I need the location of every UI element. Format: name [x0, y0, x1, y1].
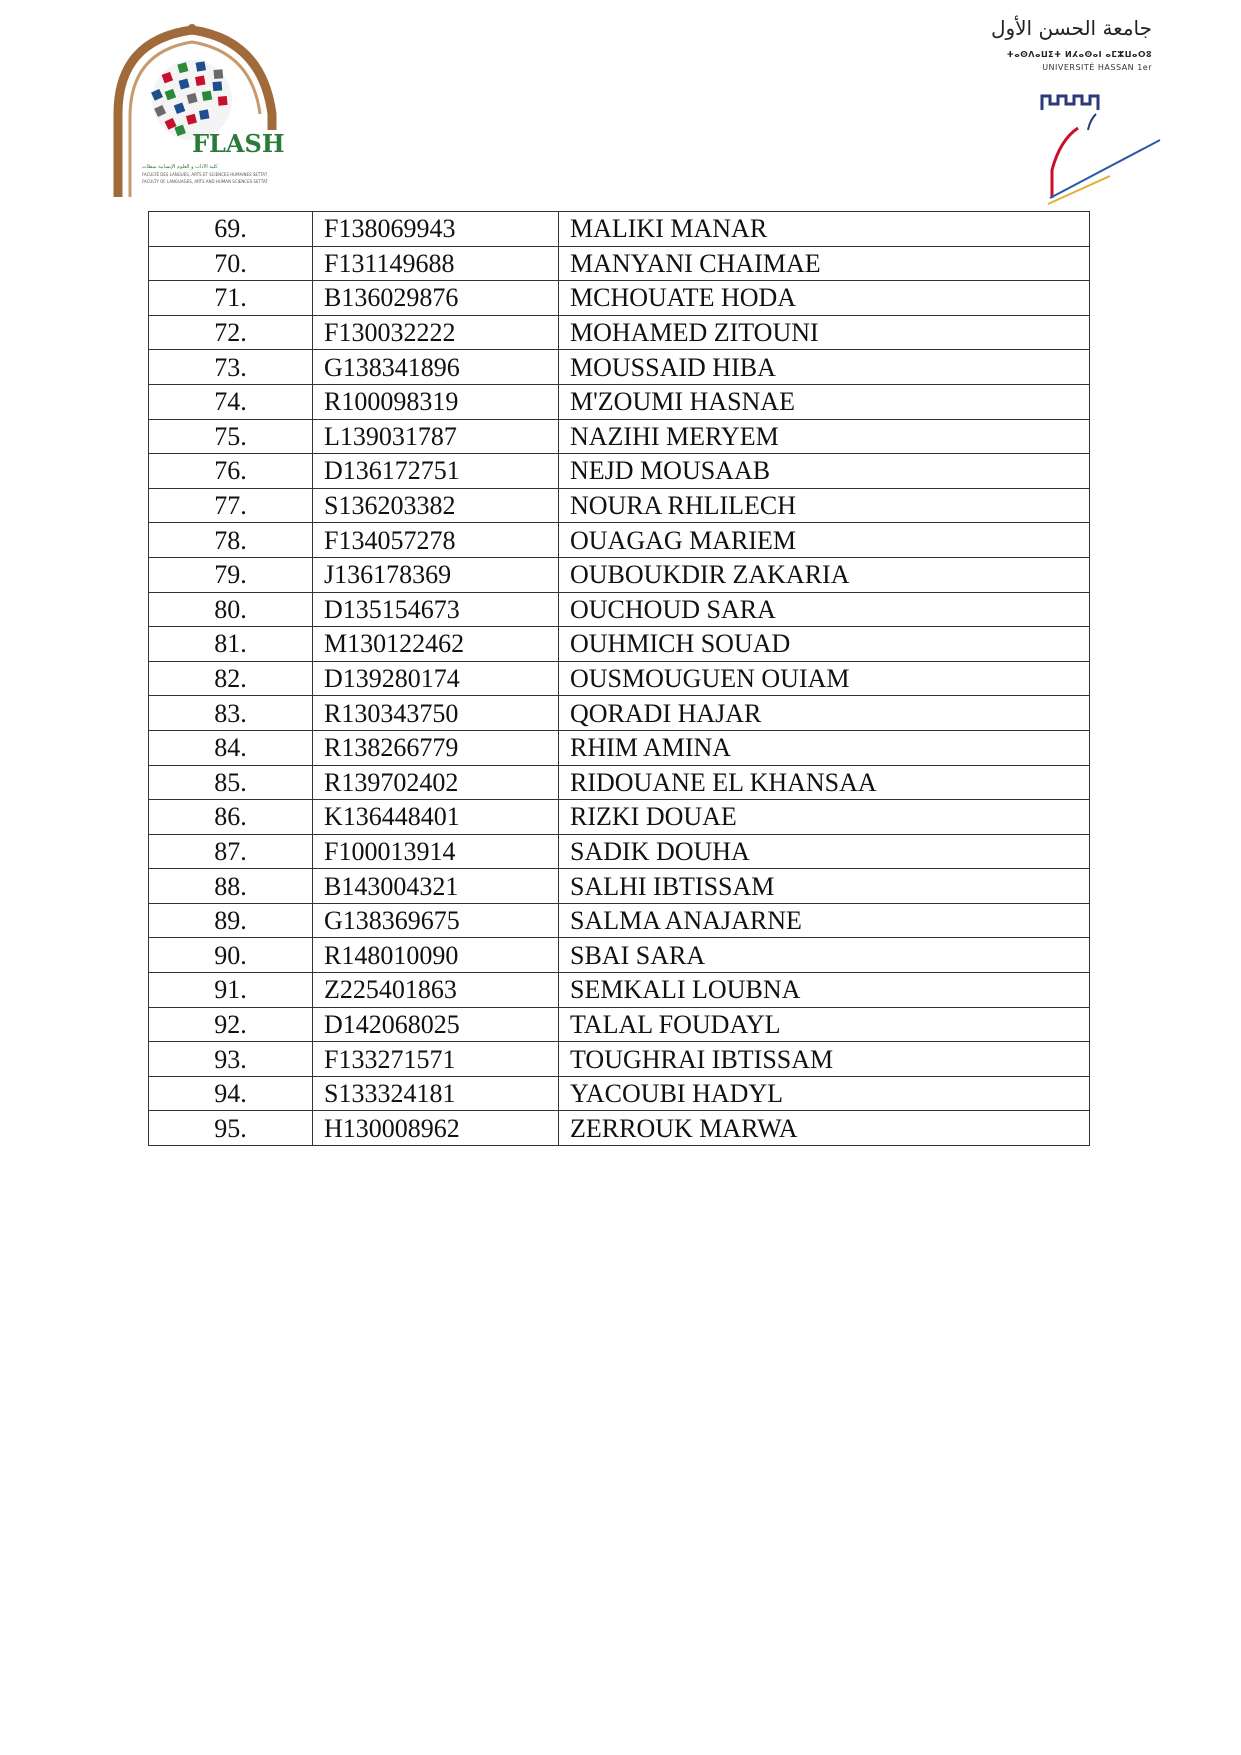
- table-row: [149, 903, 1090, 938]
- student-name: OUHMICH SOUAD: [559, 627, 1090, 662]
- row-number: 87.: [149, 834, 313, 869]
- student-id: R148010090: [313, 938, 559, 973]
- student-id: D139280174: [313, 661, 559, 696]
- student-id: F130032222: [313, 315, 559, 350]
- student-id: K136448401: [313, 800, 559, 835]
- faculty-logo: [112, 22, 312, 200]
- student-name: OUBOUKDIR ZAKARIA: [559, 557, 1090, 592]
- student-id: F134057278: [313, 523, 559, 558]
- student-name: NAZIHI MERYEM: [559, 419, 1090, 454]
- student-name: OUCHOUD SARA: [559, 592, 1090, 627]
- table-row: [149, 212, 1090, 247]
- row-number: 91.: [149, 973, 313, 1008]
- student-id: Z225401863: [313, 973, 559, 1008]
- row-number: 70.: [149, 246, 313, 281]
- student-id: R100098319: [313, 384, 559, 419]
- row-number: 83.: [149, 696, 313, 731]
- table-row: [149, 973, 1090, 1008]
- student-id: S136203382: [313, 488, 559, 523]
- student-id: F100013914: [313, 834, 559, 869]
- student-id: M130122462: [313, 627, 559, 662]
- logo-subtitle-english: FACULTY OF LANGUAGES, ARTS AND HUMAN SCIENCES SETTAT: [142, 179, 268, 184]
- table-row: [149, 1111, 1090, 1146]
- row-number: 74.: [149, 384, 313, 419]
- table-row: [149, 869, 1090, 904]
- row-number: 93.: [149, 1042, 313, 1077]
- logo-wordmark: FLASH: [192, 129, 285, 158]
- row-number: 81.: [149, 627, 313, 662]
- student-id: B136029876: [313, 281, 559, 316]
- table-row: [149, 592, 1090, 627]
- student-name: SBAI SARA: [559, 938, 1090, 973]
- row-number: 86.: [149, 800, 313, 835]
- table-row: [149, 834, 1090, 869]
- table-row: [149, 1007, 1090, 1042]
- student-id: F138069943: [313, 212, 559, 247]
- student-name: RIDOUANE EL KHANSAA: [559, 765, 1090, 800]
- student-name: MOUSSAID HIBA: [559, 350, 1090, 385]
- student-id: D135154673: [313, 592, 559, 627]
- student-name: MALIKI MANAR: [559, 212, 1090, 247]
- table-row: [149, 696, 1090, 731]
- row-number: 85.: [149, 765, 313, 800]
- student-list-body: [149, 212, 1090, 1146]
- student-name: QORADI HAJAR: [559, 696, 1090, 731]
- table-row: [149, 384, 1090, 419]
- table-row: [149, 523, 1090, 558]
- row-number: 69.: [149, 212, 313, 247]
- student-id: L139031787: [313, 419, 559, 454]
- table-row: [149, 1042, 1090, 1077]
- student-id: R139702402: [313, 765, 559, 800]
- student-id: G138369675: [313, 903, 559, 938]
- table-row: [149, 730, 1090, 765]
- table-row: [149, 800, 1090, 835]
- student-list-table: [148, 211, 1090, 1146]
- table-row: [149, 454, 1090, 489]
- table-row: [149, 350, 1090, 385]
- row-number: 77.: [149, 488, 313, 523]
- logo-subtitle-french: FACULTÉ DES LANGUES, ARTS ET SCIENCES HUMAINES SETTAT: [142, 172, 268, 177]
- row-number: 94.: [149, 1076, 313, 1111]
- student-id: G138341896: [313, 350, 559, 385]
- row-number: 75.: [149, 419, 313, 454]
- university-name-tifinagh: ⵜⴰⵙⴷⴰⵡⵉⵜ ⵍⵃⴰⵙⴰⵏ ⴰⵎⵣⵡⴰⵔⵓ: [1006, 50, 1152, 59]
- student-name: YACOUBI HADYL: [559, 1076, 1090, 1111]
- table-row: [149, 938, 1090, 973]
- student-id: S133324181: [313, 1076, 559, 1111]
- university-tower-icon: [990, 80, 1170, 210]
- student-name: M'ZOUMI HASNAE: [559, 384, 1090, 419]
- row-number: 90.: [149, 938, 313, 973]
- university-name-french: UNIVERSITÉ HASSAN 1er: [1042, 63, 1152, 72]
- university-logo: [990, 10, 1170, 210]
- row-number: 95.: [149, 1111, 313, 1146]
- logo-subtitle-arabic: كلية الآداب و العلوم الإنسانية سطات: [142, 164, 218, 170]
- student-name: RIZKI DOUAE: [559, 800, 1090, 835]
- table-row: [149, 627, 1090, 662]
- student-name: SADIK DOUHA: [559, 834, 1090, 869]
- student-name: MCHOUATE HODA: [559, 281, 1090, 316]
- table-row: [149, 1076, 1090, 1111]
- student-name: SEMKALI LOUBNA: [559, 973, 1090, 1008]
- table-row: [149, 661, 1090, 696]
- table-row: [149, 315, 1090, 350]
- student-name: OUSMOUGUEN OUIAM: [559, 661, 1090, 696]
- faculty-emblem-icon: [112, 22, 312, 200]
- row-number: 72.: [149, 315, 313, 350]
- student-id: B143004321: [313, 869, 559, 904]
- row-number: 73.: [149, 350, 313, 385]
- student-name: MANYANI CHAIMAE: [559, 246, 1090, 281]
- student-id: R130343750: [313, 696, 559, 731]
- student-id: J136178369: [313, 557, 559, 592]
- student-name: TALAL FOUDAYL: [559, 1007, 1090, 1042]
- row-number: 84.: [149, 730, 313, 765]
- row-number: 89.: [149, 903, 313, 938]
- student-name: RHIM AMINA: [559, 730, 1090, 765]
- student-name: TOUGHRAI IBTISSAM: [559, 1042, 1090, 1077]
- row-number: 78.: [149, 523, 313, 558]
- student-id: D142068025: [313, 1007, 559, 1042]
- row-number: 71.: [149, 281, 313, 316]
- student-name: MOHAMED ZITOUNI: [559, 315, 1090, 350]
- row-number: 76.: [149, 454, 313, 489]
- table-row: [149, 765, 1090, 800]
- row-number: 88.: [149, 869, 313, 904]
- row-number: 79.: [149, 557, 313, 592]
- row-number: 80.: [149, 592, 313, 627]
- student-id: F133271571: [313, 1042, 559, 1077]
- table-row: [149, 557, 1090, 592]
- student-name: NEJD MOUSAAB: [559, 454, 1090, 489]
- row-number: 92.: [149, 1007, 313, 1042]
- student-name: SALHI IBTISSAM: [559, 869, 1090, 904]
- university-name-arabic: جامعة الحسن الأول: [990, 16, 1152, 40]
- table-row: [149, 281, 1090, 316]
- student-id: D136172751: [313, 454, 559, 489]
- student-name: NOURA RHLILECH: [559, 488, 1090, 523]
- student-id: R138266779: [313, 730, 559, 765]
- student-name: OUAGAG MARIEM: [559, 523, 1090, 558]
- student-name: ZERROUK MARWA: [559, 1111, 1090, 1146]
- table-row: [149, 419, 1090, 454]
- row-number: 82.: [149, 661, 313, 696]
- student-id: H130008962: [313, 1111, 559, 1146]
- table-row: [149, 246, 1090, 281]
- student-id: F131149688: [313, 246, 559, 281]
- table-row: [149, 488, 1090, 523]
- student-name: SALMA ANAJARNE: [559, 903, 1090, 938]
